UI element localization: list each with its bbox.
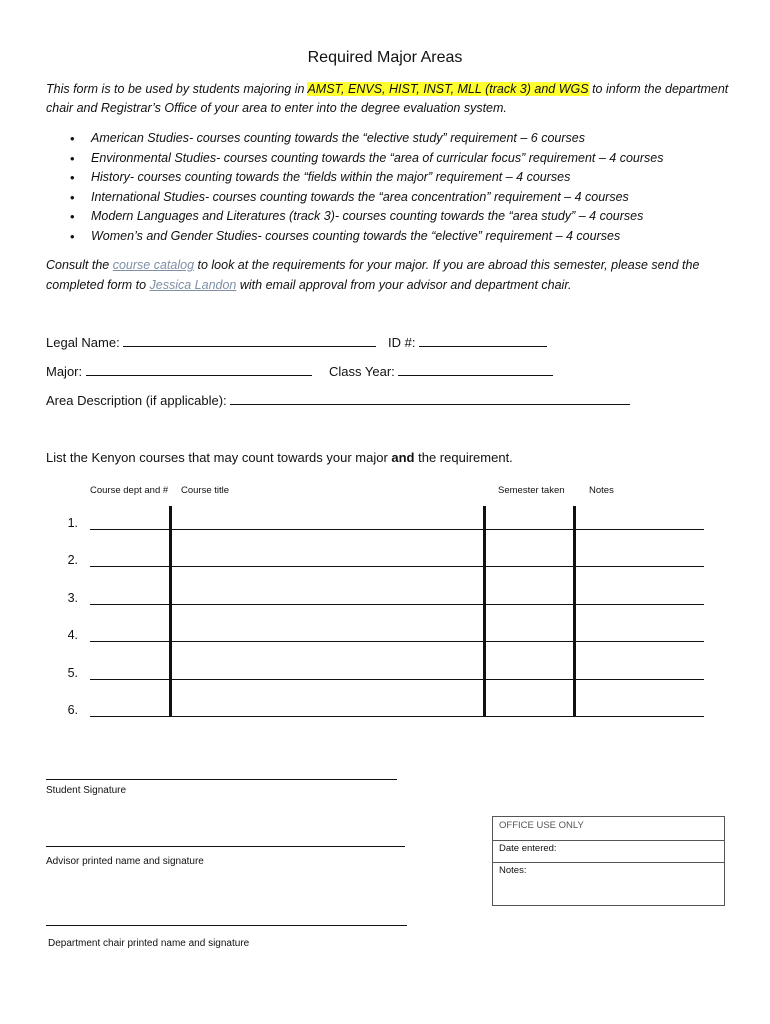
row-number: 5. (67, 666, 78, 680)
intro-highlight: AMST, ENVS, HIST, INST, MLL (track 3) and WGS (307, 82, 589, 96)
course-row-line[interactable] (90, 529, 704, 530)
page-title: Required Major Areas (307, 49, 463, 66)
row-number: 3. (67, 591, 78, 605)
header-notes: Notes (589, 485, 614, 496)
chair-signature-label: Department chair printed name and signature (48, 938, 250, 949)
instruction-bold: and (391, 450, 415, 465)
class-year-label: Class Year: (329, 364, 395, 379)
class-year-row (329, 363, 553, 379)
area-description-label: Area Description (if applicable): (46, 393, 227, 408)
jessica-landon-link[interactable]: Jessica Landon (149, 277, 237, 292)
date-entered-cell[interactable] (493, 840, 724, 863)
legal-name-row (46, 334, 376, 350)
consult-paragraph (46, 256, 736, 295)
legal-name-field[interactable] (123, 334, 376, 347)
instruction-text: List the Kenyon courses that may count towards your major (46, 450, 392, 465)
consult-text-2: to look at the requirements for your major. If you are abroad this semester, please send the completed form to (46, 258, 700, 292)
list-item: • Environmental Studies- courses counting towards the “area of curricular focus” requirement – 4 courses (70, 149, 750, 169)
intro-prefix: This form is to be used by students majoring in (46, 82, 308, 96)
list-item: • American Studies- courses counting towards the “elective study” requirement – 6 courses (70, 129, 750, 149)
header-semester-taken: Semester taken (498, 485, 565, 496)
notes-label: Notes: (499, 865, 527, 876)
major-label: Major: (46, 364, 83, 379)
course-row-line[interactable] (90, 679, 704, 680)
advisor-signature-label: Advisor printed name and signature (46, 856, 204, 867)
course-catalog-link[interactable]: course catalog (112, 258, 195, 272)
major-requirements-list (70, 129, 750, 246)
id-field[interactable] (419, 334, 547, 347)
list-item: • Modern Languages and Literatures (track 3)- courses counting towards the “area study” – 4 courses (70, 207, 750, 227)
instruction-suffix: the requirement. (414, 450, 513, 465)
row-number: 4. (67, 628, 78, 642)
row-number: 2. (67, 553, 78, 567)
course-row-line[interactable] (90, 604, 704, 605)
student-signature-label: Student Signature (46, 785, 127, 796)
consult-text-3: with email approval from your advisor and department chair. (236, 277, 572, 292)
intro-paragraph (46, 80, 736, 118)
consult-text-1: Consult the (46, 258, 113, 272)
column-divider (483, 506, 486, 716)
row-number: 1. (67, 516, 78, 530)
id-row (388, 334, 547, 350)
course-row-line[interactable] (90, 716, 704, 717)
column-divider (169, 506, 172, 716)
area-description-field[interactable] (230, 392, 630, 405)
column-divider (573, 506, 576, 716)
header-course-title: Course title (181, 485, 230, 496)
course-list-instruction (46, 450, 513, 465)
course-row-line[interactable] (90, 566, 704, 567)
course-row-line[interactable] (90, 641, 704, 642)
list-item: • History- courses counting towards the “fields within the major” requirement – 4 courses (70, 168, 750, 188)
row-number: 6. (67, 703, 78, 717)
intro-suffix: to inform the department chair and Registrar’s Office of your area to enter into the degree evaluation system. (46, 82, 729, 115)
office-use-title: OFFICE USE ONLY (499, 820, 584, 831)
area-description-row (46, 392, 630, 408)
legal-name-label: Legal Name: (46, 335, 120, 350)
office-use-box (492, 816, 725, 906)
advisor-signature-line[interactable] (46, 846, 405, 847)
date-entered-label: Date entered: (499, 843, 557, 854)
office-use-title-cell (493, 817, 724, 841)
chair-signature-line[interactable] (46, 925, 407, 926)
class-year-field[interactable] (398, 363, 553, 376)
student-signature-line[interactable] (46, 779, 397, 780)
notes-cell[interactable] (493, 862, 724, 905)
major-field[interactable] (86, 363, 312, 376)
list-item: • Women’s and Gender Studies- courses counting towards the “elective” requirement – 4 courses (70, 227, 750, 247)
header-course-dept: Course dept and # (90, 485, 169, 496)
list-item: • International Studies- courses counting towards the “area concentration” requirement – 4 courses (70, 188, 750, 208)
major-row (46, 363, 312, 379)
id-label: ID #: (388, 335, 416, 350)
